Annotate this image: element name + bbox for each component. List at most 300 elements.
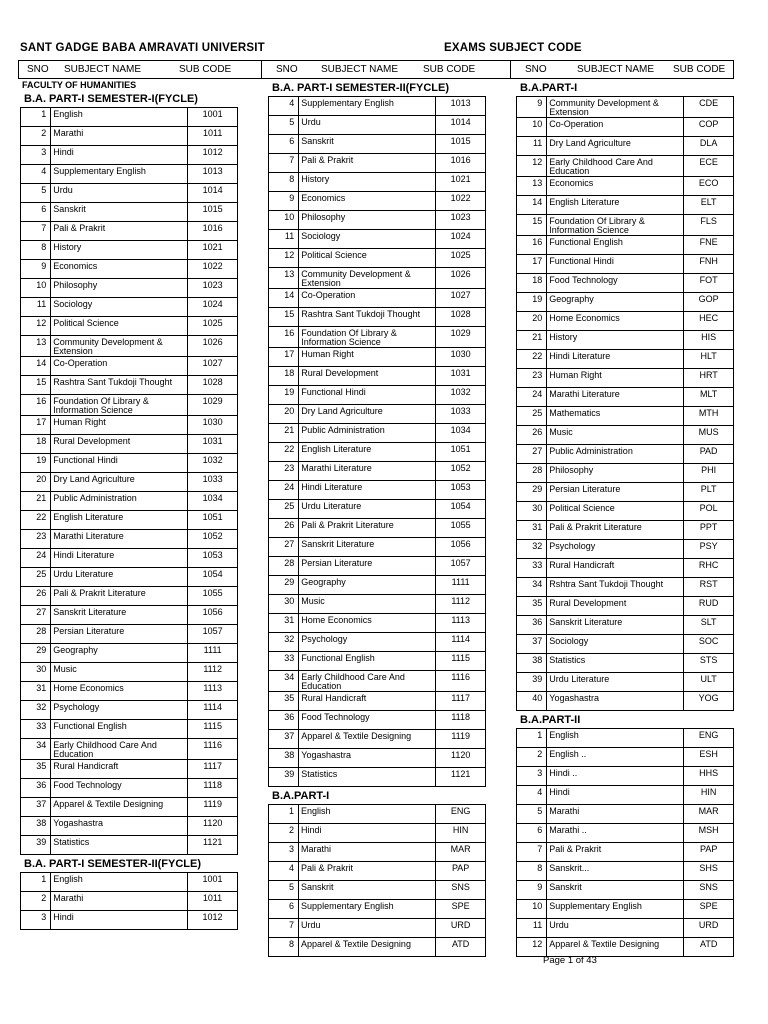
subject-name-cell: Dry Land Agriculture bbox=[547, 137, 684, 156]
subject-code-cell: 1120 bbox=[188, 817, 238, 836]
table-row bbox=[21, 241, 238, 260]
table-row bbox=[517, 824, 734, 843]
table-row bbox=[269, 768, 486, 787]
serial-number-cell: 24 bbox=[21, 549, 51, 568]
table-row bbox=[269, 881, 486, 900]
serial-number-cell: 2 bbox=[517, 748, 547, 767]
table-row bbox=[269, 711, 486, 730]
subject-code-cell: 1015 bbox=[188, 203, 238, 222]
subject-code-cell: URD bbox=[436, 919, 486, 938]
col1-name-header: SUBJECT NAME bbox=[64, 64, 142, 75]
serial-number-cell: 18 bbox=[21, 435, 51, 454]
serial-number-cell: 37 bbox=[21, 798, 51, 817]
subject-name-cell: Food Technology bbox=[547, 274, 684, 293]
table-row bbox=[517, 407, 734, 426]
subject-name-cell: Apparel & Textile Designing bbox=[299, 938, 436, 957]
table-row bbox=[517, 426, 734, 445]
table-row bbox=[269, 348, 486, 367]
serial-number-cell: 35 bbox=[21, 760, 51, 779]
table-row bbox=[269, 919, 486, 938]
table-row bbox=[21, 760, 238, 779]
subject-name-cell: Human Right bbox=[299, 348, 436, 367]
table-row bbox=[269, 557, 486, 576]
subject-code-cell: ESH bbox=[684, 748, 734, 767]
subject-name-cell: Hindi bbox=[51, 911, 188, 930]
serial-number-cell: 30 bbox=[21, 663, 51, 682]
serial-number-cell: 4 bbox=[21, 165, 51, 184]
table-row bbox=[21, 530, 238, 549]
subject-code-cell: 1013 bbox=[436, 97, 486, 116]
subject-name-cell: Music bbox=[547, 426, 684, 445]
table-row bbox=[269, 824, 486, 843]
subject-code-cell: RHC bbox=[684, 559, 734, 578]
table-row bbox=[21, 817, 238, 836]
subject-code-cell: 1032 bbox=[188, 454, 238, 473]
subject-code-cell: 1052 bbox=[188, 530, 238, 549]
table-row bbox=[21, 146, 238, 165]
table-row bbox=[517, 729, 734, 748]
subject-name-cell: English bbox=[547, 729, 684, 748]
table-row bbox=[517, 748, 734, 767]
subject-name-cell: English Literature bbox=[299, 443, 436, 462]
subject-name-cell: Sanskrit Literature bbox=[547, 616, 684, 635]
subject-name-cell: Marathi Literature bbox=[299, 462, 436, 481]
subject-code-cell: 1115 bbox=[436, 652, 486, 671]
subject-name-cell: Home Economics bbox=[51, 682, 188, 701]
subject-code-cell: CDE bbox=[684, 97, 734, 118]
subject-name-cell: Apparel & Textile Designing bbox=[299, 730, 436, 749]
subject-code-cell: HHS bbox=[684, 767, 734, 786]
table-row bbox=[269, 135, 486, 154]
subject-name-cell: Rural Development bbox=[51, 435, 188, 454]
table-row bbox=[269, 595, 486, 614]
subject-code-cell: PAP bbox=[684, 843, 734, 862]
subject-name-cell: Sanskrit bbox=[547, 881, 684, 900]
subject-name-cell: Sanskrit Literature bbox=[51, 606, 188, 625]
table-row bbox=[269, 862, 486, 881]
subject-code-cell: 1023 bbox=[188, 279, 238, 298]
serial-number-cell: 31 bbox=[517, 521, 547, 540]
subject-name-cell: Human Right bbox=[51, 416, 188, 435]
subject-name-cell: Sanskrit bbox=[51, 203, 188, 222]
serial-number-cell: 21 bbox=[269, 424, 299, 443]
subject-code-cell: ECO bbox=[684, 177, 734, 196]
col3-name-header: SUBJECT NAME bbox=[577, 64, 655, 75]
serial-number-cell: 4 bbox=[517, 786, 547, 805]
subject-name-cell: Hindi Literature bbox=[299, 481, 436, 500]
serial-number-cell: 11 bbox=[269, 230, 299, 249]
subject-code-cell: HIS bbox=[684, 331, 734, 350]
subject-name-cell: Foundation Of Library & Information Science bbox=[299, 327, 436, 348]
subject-name-cell: Statistics bbox=[299, 768, 436, 787]
table-row bbox=[269, 367, 486, 386]
subject-name-cell: English bbox=[299, 805, 436, 824]
serial-number-cell: 23 bbox=[517, 369, 547, 388]
table-row bbox=[517, 654, 734, 673]
serial-number-cell: 34 bbox=[21, 739, 51, 760]
subject-name-cell: Public Administration bbox=[547, 445, 684, 464]
col3-code-header: SUB CODE bbox=[673, 64, 726, 75]
subject-name-cell: Pali & Prakrit bbox=[547, 843, 684, 862]
section-title: B.A.PART-I bbox=[520, 82, 578, 94]
subject-code-cell: 1012 bbox=[188, 146, 238, 165]
subject-name-cell: Sanskrit Literature bbox=[299, 538, 436, 557]
subject-name-cell: English Literature bbox=[547, 196, 684, 215]
subject-name-cell: Urdu bbox=[299, 919, 436, 938]
serial-number-cell: 27 bbox=[21, 606, 51, 625]
serial-number-cell: 38 bbox=[269, 749, 299, 768]
serial-number-cell: 34 bbox=[269, 671, 299, 692]
subject-code-cell: FNH bbox=[684, 255, 734, 274]
subject-name-cell: Political Science bbox=[547, 502, 684, 521]
subject-name-cell: Supplementary English bbox=[547, 900, 684, 919]
subject-name-cell: Urdu Literature bbox=[547, 673, 684, 692]
subject-code-cell: 1113 bbox=[188, 682, 238, 701]
col2-sno-header: SNO bbox=[276, 64, 298, 75]
subject-name-cell: Mathematics bbox=[547, 407, 684, 426]
subject-code-cell: 1118 bbox=[188, 779, 238, 798]
subject-code-cell: 1015 bbox=[436, 135, 486, 154]
subject-code-cell: 1033 bbox=[188, 473, 238, 492]
serial-number-cell: 6 bbox=[517, 824, 547, 843]
subject-name-cell: Statistics bbox=[51, 836, 188, 855]
subject-code-cell: 1030 bbox=[436, 348, 486, 367]
table-row bbox=[21, 298, 238, 317]
subject-name-cell: Functional Hindi bbox=[299, 386, 436, 405]
serial-number-cell: 7 bbox=[517, 843, 547, 862]
subject-table bbox=[268, 96, 486, 787]
serial-number-cell: 26 bbox=[269, 519, 299, 538]
table-row bbox=[269, 97, 486, 116]
subject-code-cell: FNE bbox=[684, 236, 734, 255]
table-row bbox=[517, 616, 734, 635]
subject-table bbox=[20, 872, 238, 930]
subject-name-cell: Urdu Literature bbox=[51, 568, 188, 587]
subject-name-cell: History bbox=[299, 173, 436, 192]
serial-number-cell: 8 bbox=[269, 173, 299, 192]
subject-name-cell: Pali & Prakrit Literature bbox=[299, 519, 436, 538]
table-row bbox=[21, 473, 238, 492]
serial-number-cell: 36 bbox=[269, 711, 299, 730]
serial-number-cell: 12 bbox=[21, 317, 51, 336]
table-row bbox=[269, 652, 486, 671]
table-row bbox=[21, 739, 238, 760]
column-divider bbox=[261, 61, 262, 79]
serial-number-cell: 6 bbox=[21, 203, 51, 222]
subject-name-cell: Persian Literature bbox=[51, 625, 188, 644]
subject-code-cell: PSY bbox=[684, 540, 734, 559]
subject-name-cell: Pali & Prakrit bbox=[299, 862, 436, 881]
table-row bbox=[517, 255, 734, 274]
table-row bbox=[21, 279, 238, 298]
subject-code-cell: 1119 bbox=[188, 798, 238, 817]
section-title: B.A. PART-I SEMESTER-II(FYCLE) bbox=[24, 858, 202, 870]
subject-name-cell: Early Childhood Care And Education bbox=[299, 671, 436, 692]
subject-code-cell: 1120 bbox=[436, 749, 486, 768]
table-row bbox=[21, 720, 238, 739]
table-row bbox=[269, 424, 486, 443]
subject-code-cell: 1023 bbox=[436, 211, 486, 230]
subject-name-cell: History bbox=[547, 331, 684, 350]
subject-code-cell: ECE bbox=[684, 156, 734, 177]
serial-number-cell: 33 bbox=[269, 652, 299, 671]
subject-name-cell: Geography bbox=[51, 644, 188, 663]
subject-code-cell: 1014 bbox=[436, 116, 486, 135]
subject-code-cell: SPE bbox=[684, 900, 734, 919]
subject-name-cell: Urdu Literature bbox=[299, 500, 436, 519]
subject-code-cell: 1022 bbox=[436, 192, 486, 211]
serial-number-cell: 5 bbox=[21, 184, 51, 203]
serial-number-cell: 8 bbox=[21, 241, 51, 260]
subject-name-cell: Public Administration bbox=[299, 424, 436, 443]
subject-name-cell: Marathi bbox=[51, 127, 188, 146]
serial-number-cell: 20 bbox=[21, 473, 51, 492]
table-row bbox=[517, 767, 734, 786]
table-row bbox=[269, 268, 486, 289]
subject-code-cell: 1026 bbox=[436, 268, 486, 289]
table-row bbox=[269, 633, 486, 652]
subject-code-cell: 1055 bbox=[188, 587, 238, 606]
subject-code-cell: 1024 bbox=[436, 230, 486, 249]
serial-number-cell: 13 bbox=[269, 268, 299, 289]
table-row bbox=[269, 730, 486, 749]
serial-number-cell: 19 bbox=[269, 386, 299, 405]
subject-code-cell: 1119 bbox=[436, 730, 486, 749]
serial-number-cell: 18 bbox=[269, 367, 299, 386]
column-header-bar bbox=[18, 60, 734, 79]
serial-number-cell: 13 bbox=[517, 177, 547, 196]
table-row bbox=[269, 671, 486, 692]
subject-name-cell: Community Development & Extension bbox=[299, 268, 436, 289]
subject-code-cell: HRT bbox=[684, 369, 734, 388]
column-1 bbox=[20, 90, 240, 930]
serial-number-cell: 10 bbox=[517, 900, 547, 919]
subject-code-cell: ATD bbox=[436, 938, 486, 957]
subject-name-cell: Supplementary English bbox=[51, 165, 188, 184]
serial-number-cell: 5 bbox=[269, 881, 299, 900]
subject-table bbox=[20, 107, 238, 855]
subject-name-cell: English bbox=[51, 873, 188, 892]
table-row bbox=[269, 308, 486, 327]
subject-name-cell: Apparel & Textile Designing bbox=[51, 798, 188, 817]
serial-number-cell: 20 bbox=[517, 312, 547, 331]
table-row bbox=[517, 350, 734, 369]
subject-code-cell: STS bbox=[684, 654, 734, 673]
table-row bbox=[517, 597, 734, 616]
subject-code-cell: 1028 bbox=[188, 376, 238, 395]
subject-name-cell: Philosophy bbox=[299, 211, 436, 230]
subject-name-cell: Statistics bbox=[547, 654, 684, 673]
table-row bbox=[21, 184, 238, 203]
serial-number-cell: 32 bbox=[269, 633, 299, 652]
serial-number-cell: 22 bbox=[269, 443, 299, 462]
table-row bbox=[269, 519, 486, 538]
serial-number-cell: 39 bbox=[269, 768, 299, 787]
subject-name-cell: Functional English bbox=[547, 236, 684, 255]
serial-number-cell: 17 bbox=[517, 255, 547, 274]
subject-code-cell: 1054 bbox=[436, 500, 486, 519]
subject-code-cell: 1117 bbox=[436, 692, 486, 711]
serial-number-cell: 21 bbox=[21, 492, 51, 511]
subject-code-cell: 1116 bbox=[436, 671, 486, 692]
subject-name-cell: Home Economics bbox=[547, 312, 684, 331]
subject-name-cell: Dry Land Agriculture bbox=[299, 405, 436, 424]
subject-code-cell: 1028 bbox=[436, 308, 486, 327]
serial-number-cell: 3 bbox=[517, 767, 547, 786]
subject-name-cell: Sociology bbox=[547, 635, 684, 654]
subject-name-cell: Marathi bbox=[547, 805, 684, 824]
table-row bbox=[21, 587, 238, 606]
subject-code-cell: HIN bbox=[436, 824, 486, 843]
subject-code-cell: 1031 bbox=[436, 367, 486, 386]
subject-code-cell: SPE bbox=[436, 900, 486, 919]
subject-code-cell: 1117 bbox=[188, 760, 238, 779]
subject-name-cell: Marathi bbox=[299, 843, 436, 862]
table-row bbox=[517, 137, 734, 156]
subject-name-cell: Supplementary English bbox=[299, 97, 436, 116]
serial-number-cell: 25 bbox=[269, 500, 299, 519]
subject-code-cell: FLS bbox=[684, 215, 734, 236]
table-row bbox=[269, 443, 486, 462]
table-row bbox=[21, 357, 238, 376]
serial-number-cell: 23 bbox=[21, 530, 51, 549]
subject-code-cell: 1031 bbox=[188, 435, 238, 454]
serial-number-cell: 15 bbox=[517, 215, 547, 236]
subject-name-cell: Persian Literature bbox=[299, 557, 436, 576]
table-row bbox=[269, 154, 486, 173]
column-2 bbox=[268, 79, 488, 957]
serial-number-cell: 3 bbox=[21, 146, 51, 165]
subject-name-cell: Sociology bbox=[51, 298, 188, 317]
subject-name-cell: Early Childhood Care And Education bbox=[547, 156, 684, 177]
serial-number-cell: 40 bbox=[517, 692, 547, 711]
subject-name-cell: Rural Handicraft bbox=[299, 692, 436, 711]
table-row bbox=[517, 578, 734, 597]
table-row bbox=[517, 118, 734, 137]
table-row bbox=[517, 919, 734, 938]
table-row bbox=[517, 215, 734, 236]
table-row bbox=[21, 165, 238, 184]
subject-code-cell: 1057 bbox=[436, 557, 486, 576]
table-row bbox=[269, 481, 486, 500]
subject-code-cell: 1029 bbox=[188, 395, 238, 416]
serial-number-cell: 18 bbox=[517, 274, 547, 293]
subject-code-cell: SNS bbox=[436, 881, 486, 900]
column-divider bbox=[510, 61, 511, 79]
serial-number-cell: 7 bbox=[269, 919, 299, 938]
serial-number-cell: 3 bbox=[21, 911, 51, 930]
subject-code-cell: 1056 bbox=[188, 606, 238, 625]
subject-code-cell: RST bbox=[684, 578, 734, 597]
subject-code-cell: 1051 bbox=[188, 511, 238, 530]
subject-name-cell: Psychology bbox=[299, 633, 436, 652]
table-row bbox=[269, 938, 486, 957]
subject-name-cell: Community Development & Extension bbox=[51, 336, 188, 357]
subject-code-cell: 1022 bbox=[188, 260, 238, 279]
subject-name-cell: Marathi bbox=[51, 892, 188, 911]
serial-number-cell: 25 bbox=[517, 407, 547, 426]
table-row bbox=[21, 549, 238, 568]
subject-name-cell: Persian Literature bbox=[547, 483, 684, 502]
serial-number-cell: 10 bbox=[269, 211, 299, 230]
serial-number-cell: 12 bbox=[517, 156, 547, 177]
subject-code-cell: HLT bbox=[684, 350, 734, 369]
subject-code-cell: 1033 bbox=[436, 405, 486, 424]
serial-number-cell: 27 bbox=[517, 445, 547, 464]
subject-code-cell: 1032 bbox=[436, 386, 486, 405]
subject-name-cell: Music bbox=[299, 595, 436, 614]
subject-name-cell: Hindi Literature bbox=[547, 350, 684, 369]
table-row bbox=[269, 614, 486, 633]
subject-code-cell: 1057 bbox=[188, 625, 238, 644]
table-row bbox=[21, 644, 238, 663]
subject-name-cell: Sociology bbox=[299, 230, 436, 249]
subject-code-cell: PHI bbox=[684, 464, 734, 483]
table-row bbox=[517, 862, 734, 881]
serial-number-cell: 5 bbox=[269, 116, 299, 135]
serial-number-cell: 17 bbox=[269, 348, 299, 367]
serial-number-cell: 21 bbox=[517, 331, 547, 350]
table-row bbox=[269, 386, 486, 405]
subject-code-cell: COP bbox=[684, 118, 734, 137]
subject-table bbox=[516, 96, 734, 711]
serial-number-cell: 6 bbox=[269, 135, 299, 154]
subject-code-cell: PLT bbox=[684, 483, 734, 502]
subject-name-cell: Foundation Of Library & Information Science bbox=[51, 395, 188, 416]
subject-name-cell: Dry Land Agriculture bbox=[51, 473, 188, 492]
subject-name-cell: Rashtra Sant Tukdoji Thought bbox=[299, 308, 436, 327]
subject-name-cell: Rshtra Sant Tukdoji Thought bbox=[547, 578, 684, 597]
table-row bbox=[517, 673, 734, 692]
subject-name-cell: Sanskrit bbox=[299, 881, 436, 900]
subject-name-cell: Pali & Prakrit Literature bbox=[547, 521, 684, 540]
table-row bbox=[517, 97, 734, 118]
serial-number-cell: 36 bbox=[517, 616, 547, 635]
subject-name-cell: Hindi bbox=[51, 146, 188, 165]
serial-number-cell: 38 bbox=[517, 654, 547, 673]
section-title: B.A. PART-I SEMESTER-II(FYCLE) bbox=[272, 82, 450, 94]
table-row bbox=[21, 435, 238, 454]
subject-name-cell: Functional Hindi bbox=[547, 255, 684, 274]
subject-code-cell: 1014 bbox=[188, 184, 238, 203]
subject-name-cell: Marathi Literature bbox=[547, 388, 684, 407]
serial-number-cell: 32 bbox=[21, 701, 51, 720]
table-row bbox=[21, 836, 238, 855]
subject-code-cell: SNS bbox=[684, 881, 734, 900]
subject-name-cell: Functional English bbox=[299, 652, 436, 671]
table-row bbox=[21, 454, 238, 473]
serial-number-cell: 4 bbox=[269, 97, 299, 116]
subject-code-cell: 1121 bbox=[188, 836, 238, 855]
serial-number-cell: 4 bbox=[269, 862, 299, 881]
serial-number-cell: 1 bbox=[21, 108, 51, 127]
serial-number-cell: 14 bbox=[21, 357, 51, 376]
table-row bbox=[21, 682, 238, 701]
serial-number-cell: 29 bbox=[269, 576, 299, 595]
serial-number-cell: 15 bbox=[21, 376, 51, 395]
subject-code-cell: ELT bbox=[684, 196, 734, 215]
subject-code-cell: 1016 bbox=[436, 154, 486, 173]
table-row bbox=[269, 192, 486, 211]
table-row bbox=[517, 331, 734, 350]
table-row bbox=[21, 568, 238, 587]
col1-sno-header: SNO bbox=[27, 64, 49, 75]
subject-name-cell: Yogashastra bbox=[299, 749, 436, 768]
subject-name-cell: Urdu bbox=[299, 116, 436, 135]
serial-number-cell: 25 bbox=[21, 568, 51, 587]
serial-number-cell: 29 bbox=[21, 644, 51, 663]
subject-code-cell: PAP bbox=[436, 862, 486, 881]
